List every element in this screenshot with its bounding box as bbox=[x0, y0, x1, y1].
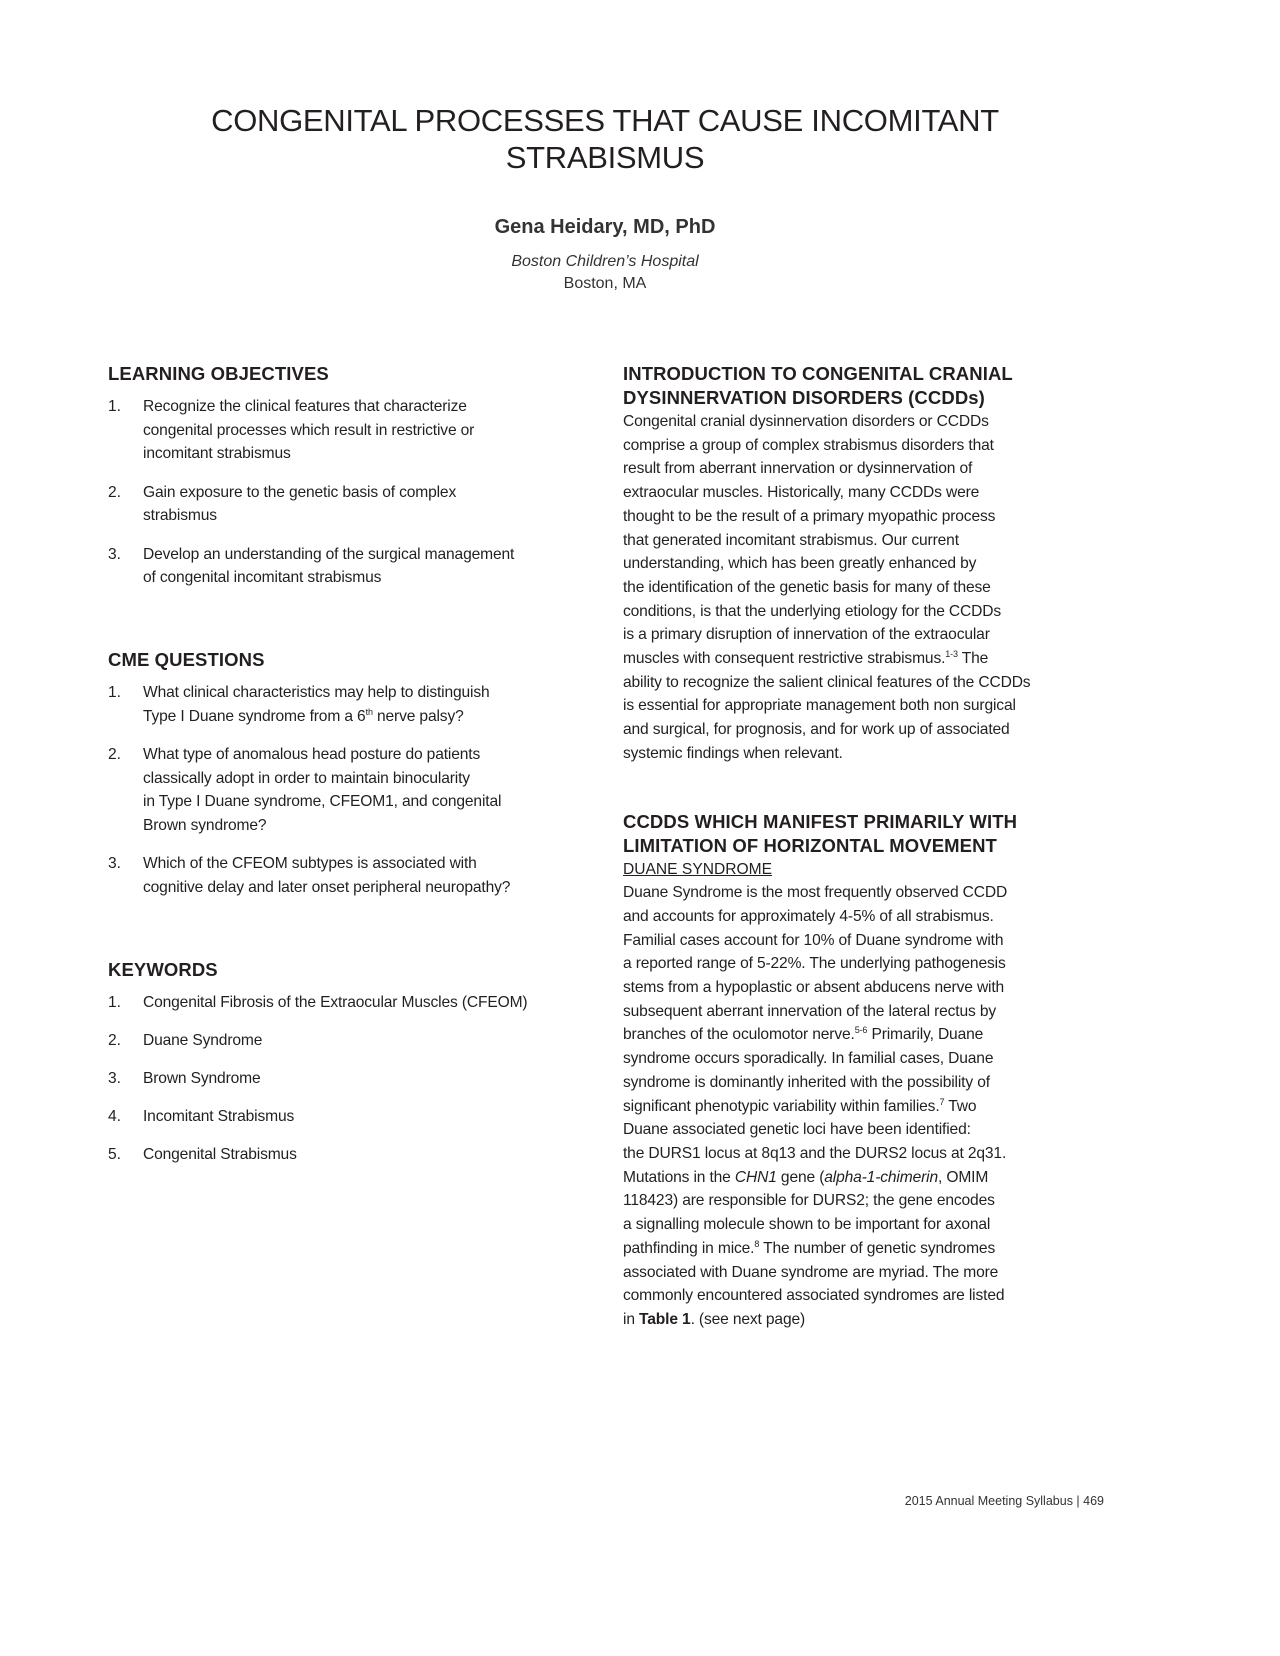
text-line bbox=[623, 671, 1123, 695]
text-segment: conditions, is that the underlying etiology for the CCDDs bbox=[623, 602, 1002, 620]
text-segment: Congenital Strabismus bbox=[143, 1146, 297, 1164]
text-segment: significant phenotypic variability within families. bbox=[623, 1097, 940, 1115]
list-number: 2. bbox=[108, 1031, 122, 1049]
list-item-text bbox=[143, 991, 527, 1015]
superscript: 7 bbox=[939, 1096, 945, 1107]
list-number: 4. bbox=[108, 1108, 122, 1126]
text-segment: in bbox=[623, 1310, 640, 1328]
list-item bbox=[108, 743, 598, 838]
text-segment: systemic findings when relevant. bbox=[623, 744, 843, 762]
text-segment: classically adopt in order to maintain binocularity bbox=[143, 769, 470, 787]
text-segment: ability to recognize the salient clinical features of the CCDDs bbox=[623, 673, 1031, 691]
text-line bbox=[623, 1023, 1123, 1047]
text-segment: the identification of the genetic basis for many of these bbox=[623, 578, 991, 596]
institution: Boston Children’s Hospital bbox=[511, 253, 699, 270]
list-item-text bbox=[143, 743, 501, 838]
list-item bbox=[108, 991, 598, 1015]
text-segment: incomitant strabismus bbox=[143, 445, 291, 463]
text-line bbox=[143, 543, 514, 567]
list-item bbox=[108, 1143, 598, 1167]
text-segment: subsequent aberrant innervation of the lateral rectus by bbox=[623, 1002, 997, 1020]
text-segment: nerve palsy? bbox=[372, 707, 464, 725]
list-item-text bbox=[143, 681, 490, 728]
text-segment: Mutations in the bbox=[623, 1168, 735, 1186]
text-segment: Duane Syndrome is the most frequently observed CCDD bbox=[623, 884, 1008, 902]
text-line bbox=[623, 694, 1123, 718]
text-segment: understanding, which has been greatly enhanced by bbox=[623, 555, 977, 573]
list-item bbox=[108, 681, 598, 728]
superscript: 5-6 bbox=[854, 1025, 868, 1036]
text-segment: 118423) are responsible for DURS2; the gene encodes bbox=[623, 1192, 995, 1210]
list-item bbox=[108, 1029, 598, 1053]
list-item-text bbox=[143, 1067, 261, 1091]
text-line bbox=[143, 767, 501, 791]
text-line bbox=[143, 790, 501, 814]
list-number: 1. bbox=[108, 398, 122, 415]
text-segment: and accounts for approximately 4-5% of all strabismus. bbox=[623, 907, 994, 925]
list-item bbox=[108, 1067, 598, 1091]
text-segment: in Type I Duane syndrome, CFEOM1, and congenital bbox=[143, 793, 502, 811]
location: Boston, MA bbox=[563, 275, 647, 292]
text-line bbox=[623, 1000, 1123, 1024]
list-number: 2. bbox=[108, 483, 122, 501]
list-item-text bbox=[143, 481, 456, 528]
left-column bbox=[108, 362, 598, 1225]
superscript: th bbox=[365, 706, 373, 717]
text-line bbox=[623, 1308, 1123, 1332]
text-segment: Familial cases account for 10% of Duane syndrome with bbox=[623, 931, 1004, 949]
text-line bbox=[143, 876, 510, 900]
list-number: 3. bbox=[108, 855, 122, 873]
text-segment: a signalling molecule shown to be important for axonal bbox=[623, 1216, 991, 1234]
affiliation bbox=[0, 251, 1210, 295]
text-segment: associated with Duane syndrome are myriad. The more bbox=[623, 1263, 999, 1281]
text-line bbox=[623, 1213, 1123, 1237]
text-segment: congenital processes which result in restrictive or bbox=[143, 421, 475, 439]
text-segment: Congenital cranial dysinnervation disorders or CCDDs bbox=[623, 413, 989, 430]
italic-text: CHN1 bbox=[734, 1168, 777, 1186]
text-segment: Develop an understanding of the surgical management bbox=[143, 545, 515, 563]
text-line bbox=[623, 905, 1123, 929]
text-line bbox=[623, 576, 1123, 600]
text-line bbox=[623, 457, 1123, 481]
text-segment: commonly encountered associated syndromes are listed bbox=[623, 1287, 1005, 1305]
text-segment: Incomitant Strabismus bbox=[143, 1108, 295, 1126]
section-heading: LIMITATION OF HORIZONTAL MOVEMENT bbox=[623, 834, 997, 856]
list-item bbox=[108, 543, 598, 590]
text-segment: Congenital Fibrosis of the Extraocular Muscles (CFEOM) bbox=[143, 993, 528, 1011]
text-segment: that generated incomitant strabismus. Our current bbox=[623, 531, 959, 549]
list-item-text bbox=[143, 1105, 294, 1129]
italic-text: alpha-1-chimerin bbox=[824, 1168, 938, 1186]
text-line bbox=[623, 505, 1123, 529]
text-segment: of congenital incomitant strabismus bbox=[143, 569, 382, 587]
text-line bbox=[623, 647, 1123, 671]
text-segment: Type I Duane syndrome from a 6 bbox=[143, 707, 366, 725]
text-segment: the DURS1 locus at 8q13 and the DURS2 locus at 2q31. bbox=[623, 1144, 1007, 1162]
text-segment: comprise a group of complex strabismus disorders that bbox=[623, 436, 994, 454]
text-line bbox=[623, 529, 1123, 553]
list-number: 1. bbox=[108, 993, 122, 1011]
text-line bbox=[143, 991, 527, 1015]
text-line bbox=[623, 718, 1123, 742]
text-line bbox=[623, 1261, 1123, 1285]
section-heading: KEYWORDS bbox=[108, 958, 218, 980]
text-line bbox=[143, 1105, 294, 1129]
paragraph bbox=[623, 881, 1123, 1331]
list-item-text bbox=[143, 1143, 297, 1167]
text-segment: thought to be the result of a primary myopathic process bbox=[623, 507, 996, 525]
text-line bbox=[623, 552, 1123, 576]
text-line bbox=[623, 742, 1123, 766]
text-line bbox=[143, 481, 456, 505]
paragraph bbox=[623, 410, 1123, 766]
section-heading: CCDDS WHICH MANIFEST PRIMARILY WITH bbox=[623, 810, 1018, 832]
list-item-text bbox=[143, 1029, 262, 1053]
text-segment: stems from a hypoplastic or absent abducens nerve with bbox=[623, 979, 1005, 997]
text-segment: a reported range of 5-22%. The underlying pathogenesis bbox=[623, 955, 1006, 973]
list-item bbox=[108, 852, 598, 899]
author-name: Gena Heidary, MD, PhD bbox=[494, 216, 716, 238]
text-line bbox=[623, 1237, 1123, 1261]
text-segment: branches of the oculomotor nerve. bbox=[623, 1026, 855, 1044]
text-line bbox=[623, 1189, 1123, 1213]
list-number: 3. bbox=[108, 1069, 122, 1087]
text-segment: Which of the CFEOM subtypes is associated with bbox=[143, 855, 477, 873]
section bbox=[108, 648, 598, 900]
text-line bbox=[143, 395, 474, 419]
text-segment: What type of anomalous head posture do patients bbox=[143, 745, 481, 763]
text-line bbox=[143, 504, 456, 528]
text-segment: Brown syndrome? bbox=[143, 816, 267, 834]
page-footer: 2015 Annual Meeting Syllabus | 469 bbox=[904, 1494, 1104, 1508]
list-number: 5. bbox=[108, 1146, 122, 1164]
text-segment: The number of genetic syndromes bbox=[759, 1239, 996, 1257]
text-segment: result from aberrant innervation or dysinnervation of bbox=[623, 460, 973, 478]
list-item-text bbox=[143, 852, 510, 899]
text-line bbox=[623, 600, 1123, 624]
text-line bbox=[623, 623, 1123, 647]
text-line bbox=[623, 1047, 1123, 1071]
text-segment: Brown Syndrome bbox=[143, 1069, 261, 1087]
text-segment: pathfinding in mice. bbox=[623, 1239, 755, 1257]
text-line bbox=[623, 434, 1123, 458]
text-line bbox=[143, 743, 501, 767]
section bbox=[623, 362, 1123, 766]
text-line bbox=[143, 1029, 262, 1053]
text-line bbox=[623, 881, 1123, 905]
text-segment: muscles with consequent restrictive strabismus. bbox=[623, 650, 946, 668]
superscript: 8 bbox=[754, 1238, 760, 1249]
list-item bbox=[108, 395, 598, 466]
text-segment: What clinical characteristics may help to distinguish bbox=[143, 683, 490, 701]
text-segment: and surgical, for prognosis, and for work up of associated bbox=[623, 721, 1010, 739]
section-heading: INTRODUCTION TO CONGENITAL CRANIAL bbox=[623, 363, 1013, 384]
text-line bbox=[143, 419, 474, 443]
text-line bbox=[143, 1143, 297, 1167]
text-line bbox=[143, 442, 474, 466]
text-segment: is essential for appropriate management both non surgical bbox=[623, 697, 1016, 715]
list-item-text bbox=[143, 543, 514, 590]
text-segment: cognitive delay and later onset peripheral neuropathy? bbox=[143, 878, 511, 896]
text-line bbox=[143, 566, 514, 590]
text-segment: syndrome occurs sporadically. In familial cases, Duane bbox=[623, 1050, 994, 1068]
text-line bbox=[623, 1166, 1123, 1190]
text-segment: is a primary disruption of innervation of the extraocular bbox=[623, 626, 990, 644]
text-line bbox=[623, 1095, 1123, 1119]
text-segment: gene ( bbox=[776, 1168, 825, 1186]
page-title bbox=[0, 102, 1210, 176]
text-line bbox=[143, 1067, 261, 1091]
text-segment: extraocular muscles. Historically, many CCDDs were bbox=[623, 484, 980, 502]
section-heading: DYSINNERVATION DISORDERS (CCDDs) bbox=[623, 387, 985, 408]
list-number: 1. bbox=[108, 683, 122, 701]
section bbox=[108, 958, 598, 1168]
text-line bbox=[143, 852, 510, 876]
text-segment: Gain exposure to the genetic basis of complex bbox=[143, 483, 457, 501]
text-line bbox=[143, 814, 501, 838]
subsection-heading: DUANE SYNDROME bbox=[623, 860, 773, 878]
text-line bbox=[623, 952, 1123, 976]
text-line bbox=[143, 705, 490, 729]
list-number: 2. bbox=[108, 745, 122, 763]
list-number: 3. bbox=[108, 545, 122, 563]
text-line bbox=[623, 1284, 1123, 1308]
text-line bbox=[623, 929, 1123, 953]
bold-text: Table 1 bbox=[639, 1310, 691, 1328]
text-line bbox=[623, 976, 1123, 1000]
text-line bbox=[143, 681, 490, 705]
list-item-text bbox=[143, 395, 474, 466]
right-column bbox=[623, 362, 1123, 1390]
text-line bbox=[623, 481, 1123, 505]
text-line bbox=[623, 1142, 1123, 1166]
text-segment: The bbox=[957, 650, 989, 668]
text-segment: . (see next page) bbox=[690, 1310, 806, 1328]
text-segment: Duane Syndrome bbox=[143, 1031, 263, 1049]
section-heading: LEARNING OBJECTIVES bbox=[108, 363, 329, 384]
section bbox=[623, 810, 1123, 1332]
text-segment: , OMIM bbox=[937, 1168, 989, 1186]
section bbox=[108, 362, 598, 590]
text-line bbox=[623, 1118, 1123, 1142]
text-segment: strabismus bbox=[143, 507, 217, 525]
title-line: STRABISMUS bbox=[505, 140, 705, 175]
text-segment: Two bbox=[944, 1097, 977, 1115]
list-item bbox=[108, 1105, 598, 1129]
text-line bbox=[623, 410, 1123, 434]
text-segment: Primarily, Duane bbox=[867, 1026, 984, 1044]
text-segment: Recognize the clinical features that characterize bbox=[143, 398, 467, 415]
text-line bbox=[623, 1071, 1123, 1095]
superscript: 1-3 bbox=[945, 648, 958, 659]
section-heading: CME QUESTIONS bbox=[108, 648, 265, 670]
list-item bbox=[108, 481, 598, 528]
text-segment: syndrome is dominantly inherited with the possibility of bbox=[623, 1073, 990, 1091]
text-segment: Duane associated genetic loci have been identified: bbox=[623, 1121, 971, 1139]
title-line: CONGENITAL PROCESSES THAT CAUSE INCOMITANT bbox=[211, 103, 999, 138]
